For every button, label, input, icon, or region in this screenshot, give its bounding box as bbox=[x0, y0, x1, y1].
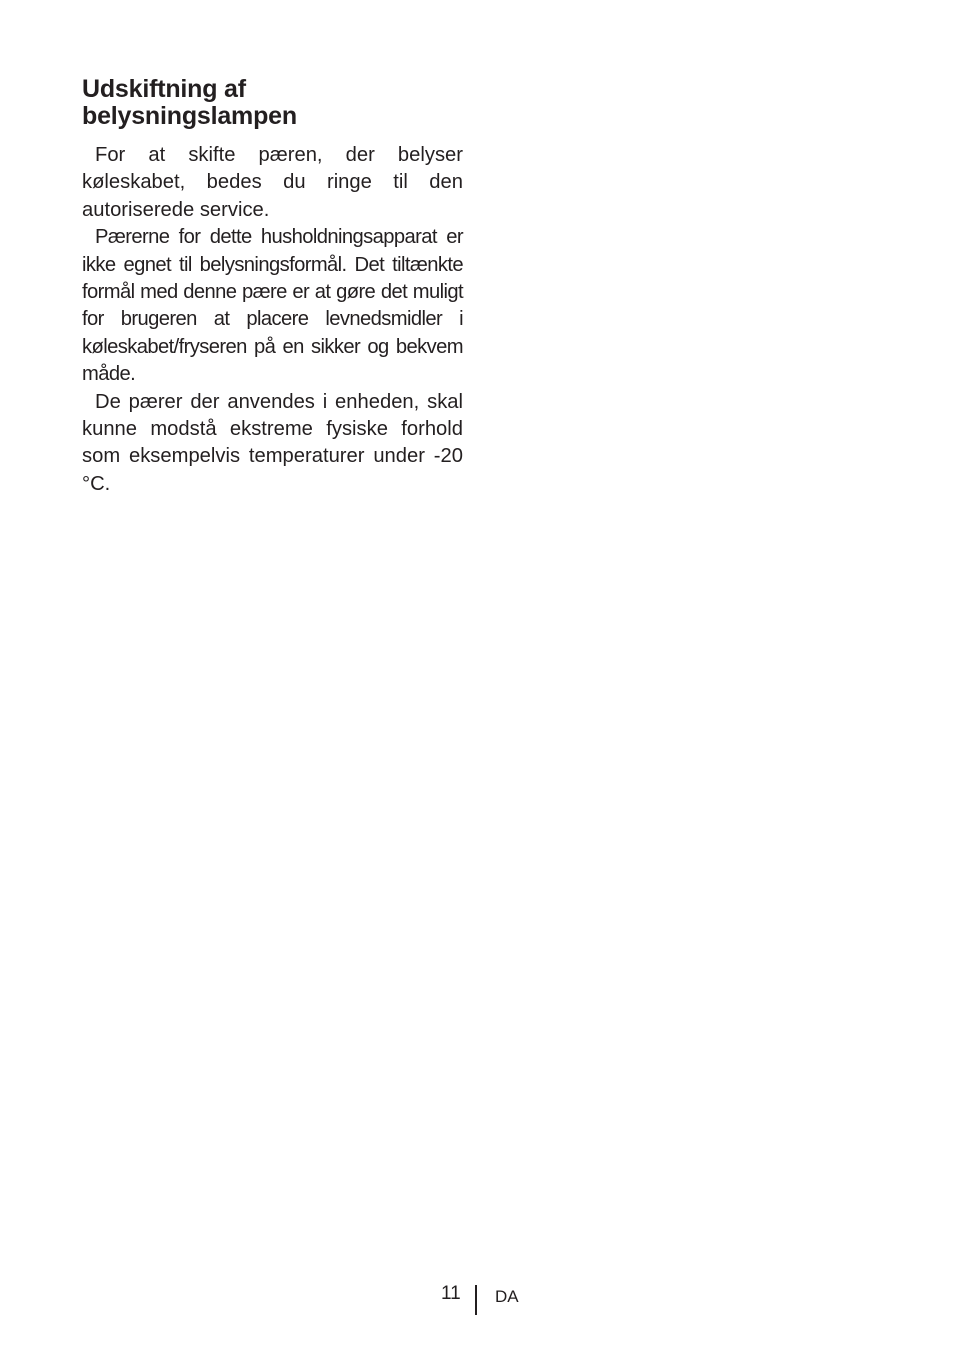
footer-divider bbox=[475, 1285, 477, 1315]
page-number: 11 bbox=[441, 1283, 461, 1304]
text-column bbox=[82, 76, 463, 498]
section-heading: Udskiftning af belysningslampen bbox=[82, 75, 297, 130]
page-footer bbox=[0, 1280, 954, 1320]
paragraph-bulb-purpose: Pærerne for dette husholdningsapparat er ikke egnet til belysningsformål. Det tiltænkte formål med denne pære er at gøre det muligt for brugeren at placere levnedsmidler i køleskabet/fryseren på en sikker og bekvem måde. bbox=[82, 226, 463, 386]
paragraph-bulb-conditions: De pærer der anvendes i enheden, skal kunne modstå ekstreme fysiske forhold som eksempelvis temperaturer under -20 °C. bbox=[82, 390, 463, 495]
paragraph-bulb-replacement: For at skifte pæren, der belyser køleskabet, bedes du ringe til den autoriserede service. bbox=[82, 144, 463, 221]
language-code: DA bbox=[495, 1287, 519, 1306]
